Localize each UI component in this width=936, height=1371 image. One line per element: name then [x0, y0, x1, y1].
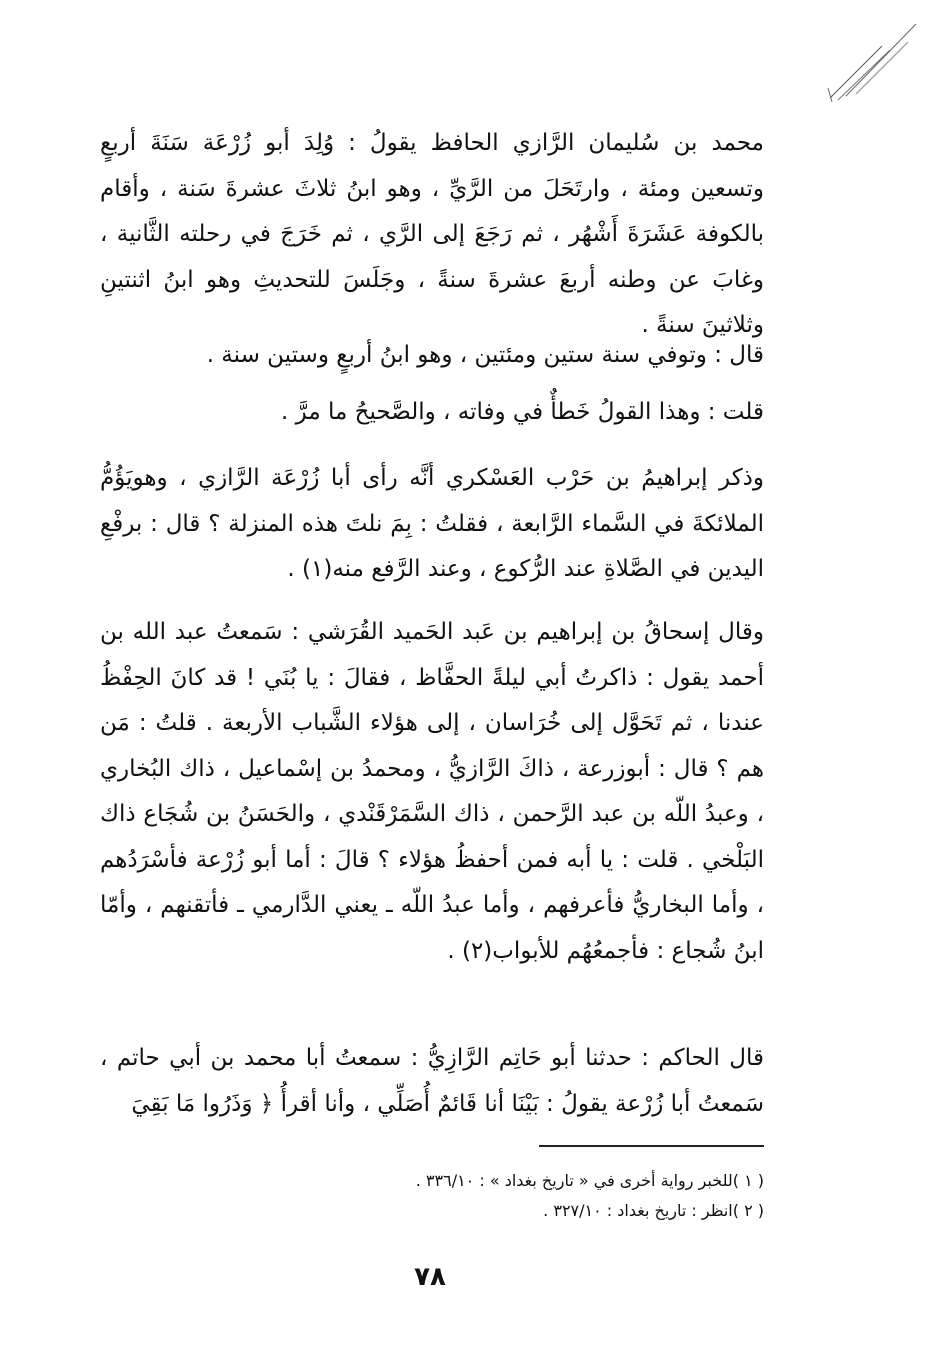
footnotes [270, 1166, 764, 1226]
footnote-2: ( ٢ )انظر : تاريخ بغداد : ٣٢٧/١٠ . [543, 1201, 764, 1220]
pencil-scribble-mark [812, 16, 922, 106]
main-text [100, 0, 764, 1140]
paragraph-1: محمد بن سُليمان الرَّازي الحافظ يقولُ : وُلِدَ أبو زُرْعَة سَنَةَ أربعٍ وتسعين ومئة ، وارتَحَلَ من الرَّيِّ ، وهو ابنُ ثلاثَ عشرةَ سَنة ، وأقام بالكوفة عَشَرَةَ أَشْهُر ، ثم رَجَعَ إلى الرَّي ، ثم خَرَجَ في رحلته الثَّانية ، وغابَ عن وطنه أربعَ عشرةَ سنةً ، وجَلَسَ للتحديثِ وهو ابنُ اثنتينِ وثلاثينَ سنةً . [100, 130, 764, 338]
footnote-1: ( ١ )للخبر رواية أخرى في « تاريخ بغداد » : ٣٣٦/١٠ . [415, 1171, 764, 1190]
paragraph-4: وذكر إبراهيمُ بن حَرْب العَسْكري أنَّه رأى أبا زُرْعَة الرَّازي ، وهويَؤُمُّ الملائكةَ في السَّماء الرَّابعة ، فقلتُ : بِمَ نلتَ هذه المنزلة ؟ قال : برفْعِ اليدين في الصَّلاةِ عند الرُّكوع ، وعند الرَّفع منه(١) . [100, 465, 764, 582]
paragraph-2: قال : وتوفي سنة ستين ومئتين ، وهو ابنُ أربعٍ وستين سنة . [206, 342, 764, 368]
paragraph-3: قلت : وهذا القولُ خَطأٌ في وفاته ، والصَّحيحُ ما مرَّ . [281, 399, 764, 425]
paragraph-5: وقال إسحاقُ بن إبراهيم بن عَبد الحَميد القُرَشي : سَمعتُ عبد الله بن أحمد يقول : ذاكرتُ أبي ليلةً الحفَّاظ ، فقالَ : يا بُنَي ! قد كانَ الحِفْظُ عندنا ، ثم تَحَوَّل إلى خُرَاسان ، إلى هؤلاء الشَّباب الأربعة . قلتُ : مَن هم ؟ قال : أبوزرعة ، ذاكَ الرَّازيُّ ، ومحمدُ بن إسْماعيل ، ذاك البُخاري ، وعبدُ اللّه بن عبد الرَّحمن ، ذاك السَّمَرْقَنْدي ، والحَسَنُ بن شُجَاع ذاك البَلْخي . قلت : يا أبه فمن أحفظُ هؤلاء ؟ قالَ : أما أبو زُرْعة فأسْرَدُهم ، وأما البخاريُّ فأعرفهم ، وأما عبدُ اللّه ـ يعني الدَّارمي ـ فأتقنهم ، وأمّا ابنُ شُجاع : فأجمعُهُم للأبواب(٢) . [100, 619, 764, 964]
footnote-separator [539, 1145, 764, 1147]
paragraph-6: قال الحاكم : حدثنا أبو حَاتِم الرَّازِيُّ : سمعتُ أبا محمد بن أبي حاتم ، سَمعتُ أبا زُرْعة يقولُ : بَيْنَا أنا قَائمٌ أُصَلِّي ، وأنا أقرأُ ﴿ وَذَرُوا مَا بَقِيَ [100, 1045, 764, 1117]
page-number: ٧٨ [414, 1262, 446, 1292]
